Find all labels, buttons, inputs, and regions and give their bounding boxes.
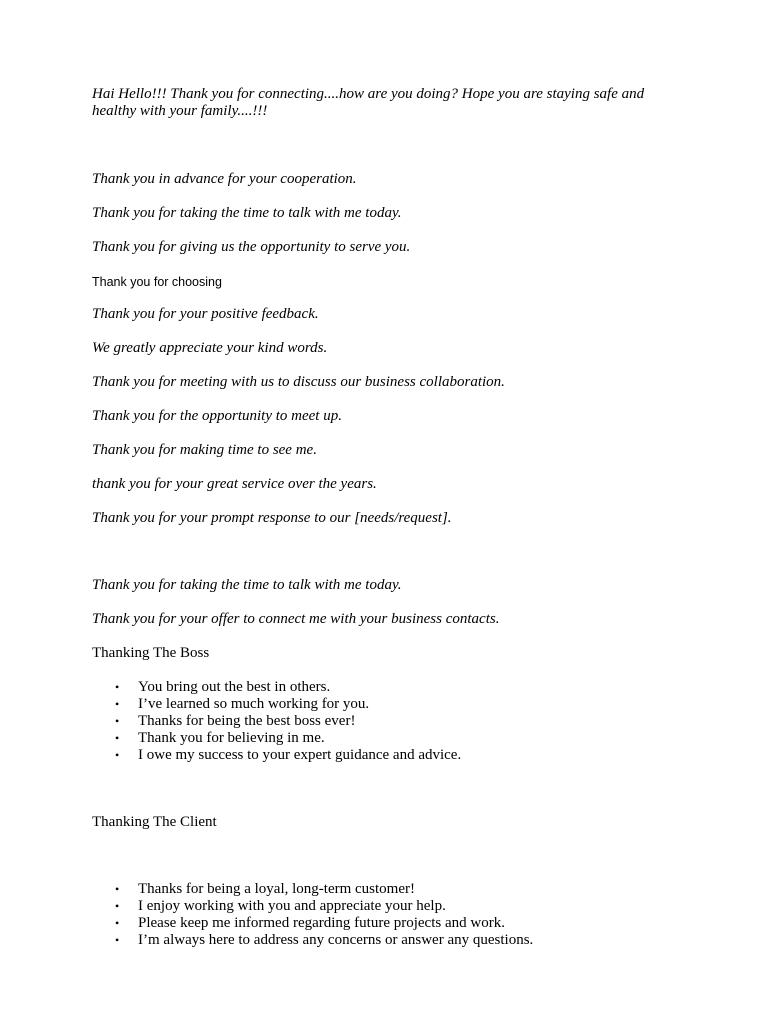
bullet-icon: • xyxy=(115,680,120,694)
thanks-line-service: thank you for your great service over the years. xyxy=(92,476,377,492)
bullet-icon: • xyxy=(115,731,120,745)
boss-heading: Thanking The Boss xyxy=(92,645,210,661)
thanks-line-talk: Thank you for taking the time to talk with me today. xyxy=(92,205,402,221)
bullet-icon: • xyxy=(115,933,120,947)
list-item: • I owe my success to your expert guidance and advice. xyxy=(115,747,462,763)
intro-paragraph: Hai Hello!!! Thank you for connecting....how are you doing? Hope you are staying safe and healthy with your family....!!! xyxy=(92,86,645,119)
bullet-icon: • xyxy=(115,882,120,896)
list-item: • I’m always here to address any concerns or answer any questions. xyxy=(115,932,534,948)
thanks-line-prompt-response: Thank you for your prompt response to our [needs/request]. xyxy=(92,510,452,526)
bullet-icon: • xyxy=(115,748,120,762)
thanks-line-kind-words: We greatly appreciate your kind words. xyxy=(92,340,328,356)
thanks-line-choosing: Thank you for choosing xyxy=(92,275,222,289)
thanks-line-cooperation: Thank you in advance for your cooperation. xyxy=(92,171,357,187)
thanks-line-see-me: Thank you for making time to see me. xyxy=(92,442,317,458)
list-item: • I enjoy working with you and appreciate your help. xyxy=(115,898,446,914)
thanks-line-feedback: Thank you for your positive feedback. xyxy=(92,306,319,322)
thanks-line-serve: Thank you for giving us the opportunity to serve you. xyxy=(92,239,411,255)
bullet-icon: • xyxy=(115,899,120,913)
bullet-icon: • xyxy=(115,916,120,930)
thanks-line-meet-up: Thank you for the opportunity to meet up. xyxy=(92,408,342,424)
bullet-icon: • xyxy=(115,714,120,728)
list-item: • Thank you for believing in me. xyxy=(115,730,325,746)
client-list xyxy=(92,881,533,949)
list-item: • Thanks for being a loyal, long-term customer! xyxy=(115,881,416,897)
thanks-line-talk-repeat: Thank you for taking the time to talk with me today. xyxy=(92,577,402,593)
client-heading: Thanking The Client xyxy=(92,814,217,830)
list-item: • I’ve learned so much working for you. xyxy=(115,696,370,712)
list-item: • Please keep me informed regarding future projects and work. xyxy=(115,915,505,931)
list-item: • Thanks for being the best boss ever! xyxy=(115,713,356,729)
thanks-line-contacts: Thank you for your offer to connect me with your business contacts. xyxy=(92,611,500,627)
list-item: • You bring out the best in others. xyxy=(115,679,331,695)
bullet-icon: • xyxy=(115,697,120,711)
thanks-line-collaboration: Thank you for meeting with us to discuss our business collaboration. xyxy=(92,374,505,390)
boss-list xyxy=(92,679,461,764)
